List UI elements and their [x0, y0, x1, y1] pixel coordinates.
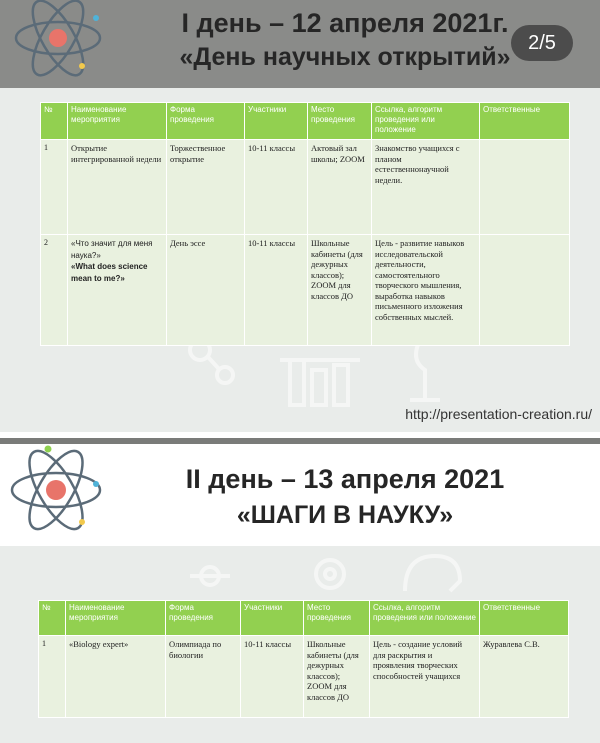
column-header: Место проведения — [304, 601, 370, 636]
column-header: № — [41, 103, 68, 140]
column-header: Ссылка, алгоритм проведения или положение — [370, 601, 480, 636]
column-header: Ответственные — [480, 601, 569, 636]
slide-day-2 — [0, 438, 600, 743]
atom-logo-icon — [6, 442, 106, 542]
slide-title: II день – 13 апреля 2021 — [185, 464, 505, 494]
cell-number: 2 — [41, 235, 68, 346]
cell-link: Цель - создание условий для раскрытия и проявления творческих способностей учащихся — [370, 636, 480, 718]
cell-event-name: «Biology expert» — [66, 636, 166, 718]
cell-form: Олимпиада по биологии — [166, 636, 241, 718]
column-header: Наименование мероприятия — [66, 601, 166, 636]
column-header: Ссылка, алгоритм проведения или положение — [372, 103, 480, 140]
column-header: Ответственные — [480, 103, 570, 140]
source-url-link[interactable]: http://presentation-creation.ru/ — [405, 406, 592, 422]
cell-responsible: Журавлева С.В. — [480, 636, 569, 718]
table-header-row — [41, 103, 570, 140]
cell-place: Школьные кабинеты (для дежурных классов); ZOOM для классов ДО — [304, 636, 370, 718]
table-row — [39, 636, 569, 718]
cell-participants: 10-11 классы — [245, 235, 308, 346]
column-header: Форма проведения — [166, 601, 241, 636]
cell-event-name — [68, 235, 167, 346]
cell-number: 1 — [41, 140, 68, 235]
science-watermark-icon — [180, 546, 480, 601]
cell-link: Знакомство учащихся с планом естественнонаучной недели. — [372, 140, 480, 235]
table-row — [41, 235, 570, 346]
cell-place: Школьные кабинеты (для дежурных классов); ZOOM для классов ДО — [308, 235, 372, 346]
column-header: Форма проведения — [167, 103, 245, 140]
column-header: № — [39, 601, 66, 636]
column-header: Наименование мероприятия — [68, 103, 167, 140]
slide-subtitle: «ШАГИ В НАУКУ» — [236, 501, 454, 529]
slide-subtitle: «День научных открытий» — [179, 43, 511, 71]
cell-responsible — [480, 235, 570, 346]
table-row — [41, 140, 570, 235]
table-header-row — [39, 601, 569, 636]
cell-participants: 10-11 классы — [245, 140, 308, 235]
column-header: Место проведения — [308, 103, 372, 140]
schedule-table — [40, 102, 570, 346]
cell-place: Актовый зал школы; ZOOM — [308, 140, 372, 235]
atom-logo-icon — [8, 0, 108, 90]
cell-link: Цель - развитие навыков исследовательской деятельности, самостоятельного творческого мышления, выработка навыков письменного изложения собственных мыслей. — [372, 235, 480, 346]
cell-number: 1 — [39, 636, 66, 718]
column-header: Участники — [245, 103, 308, 140]
cell-event-name: Открытие интегрированной недели — [68, 140, 167, 235]
cell-form: День эссе — [167, 235, 245, 346]
schedule-table — [38, 600, 569, 718]
cell-responsible — [480, 140, 570, 235]
event-name-ru: «Что значит для меня наука?» — [71, 239, 153, 260]
page-counter-badge[interactable]: 2/5 — [511, 25, 573, 61]
cell-form: Торжественное открытие — [167, 140, 245, 235]
slide-title: I день – 12 апреля 2021г. — [181, 8, 509, 38]
column-header: Участники — [241, 601, 304, 636]
cell-participants: 10-11 классы — [241, 636, 304, 718]
event-name-en: «What does science mean to me?» — [71, 262, 148, 283]
